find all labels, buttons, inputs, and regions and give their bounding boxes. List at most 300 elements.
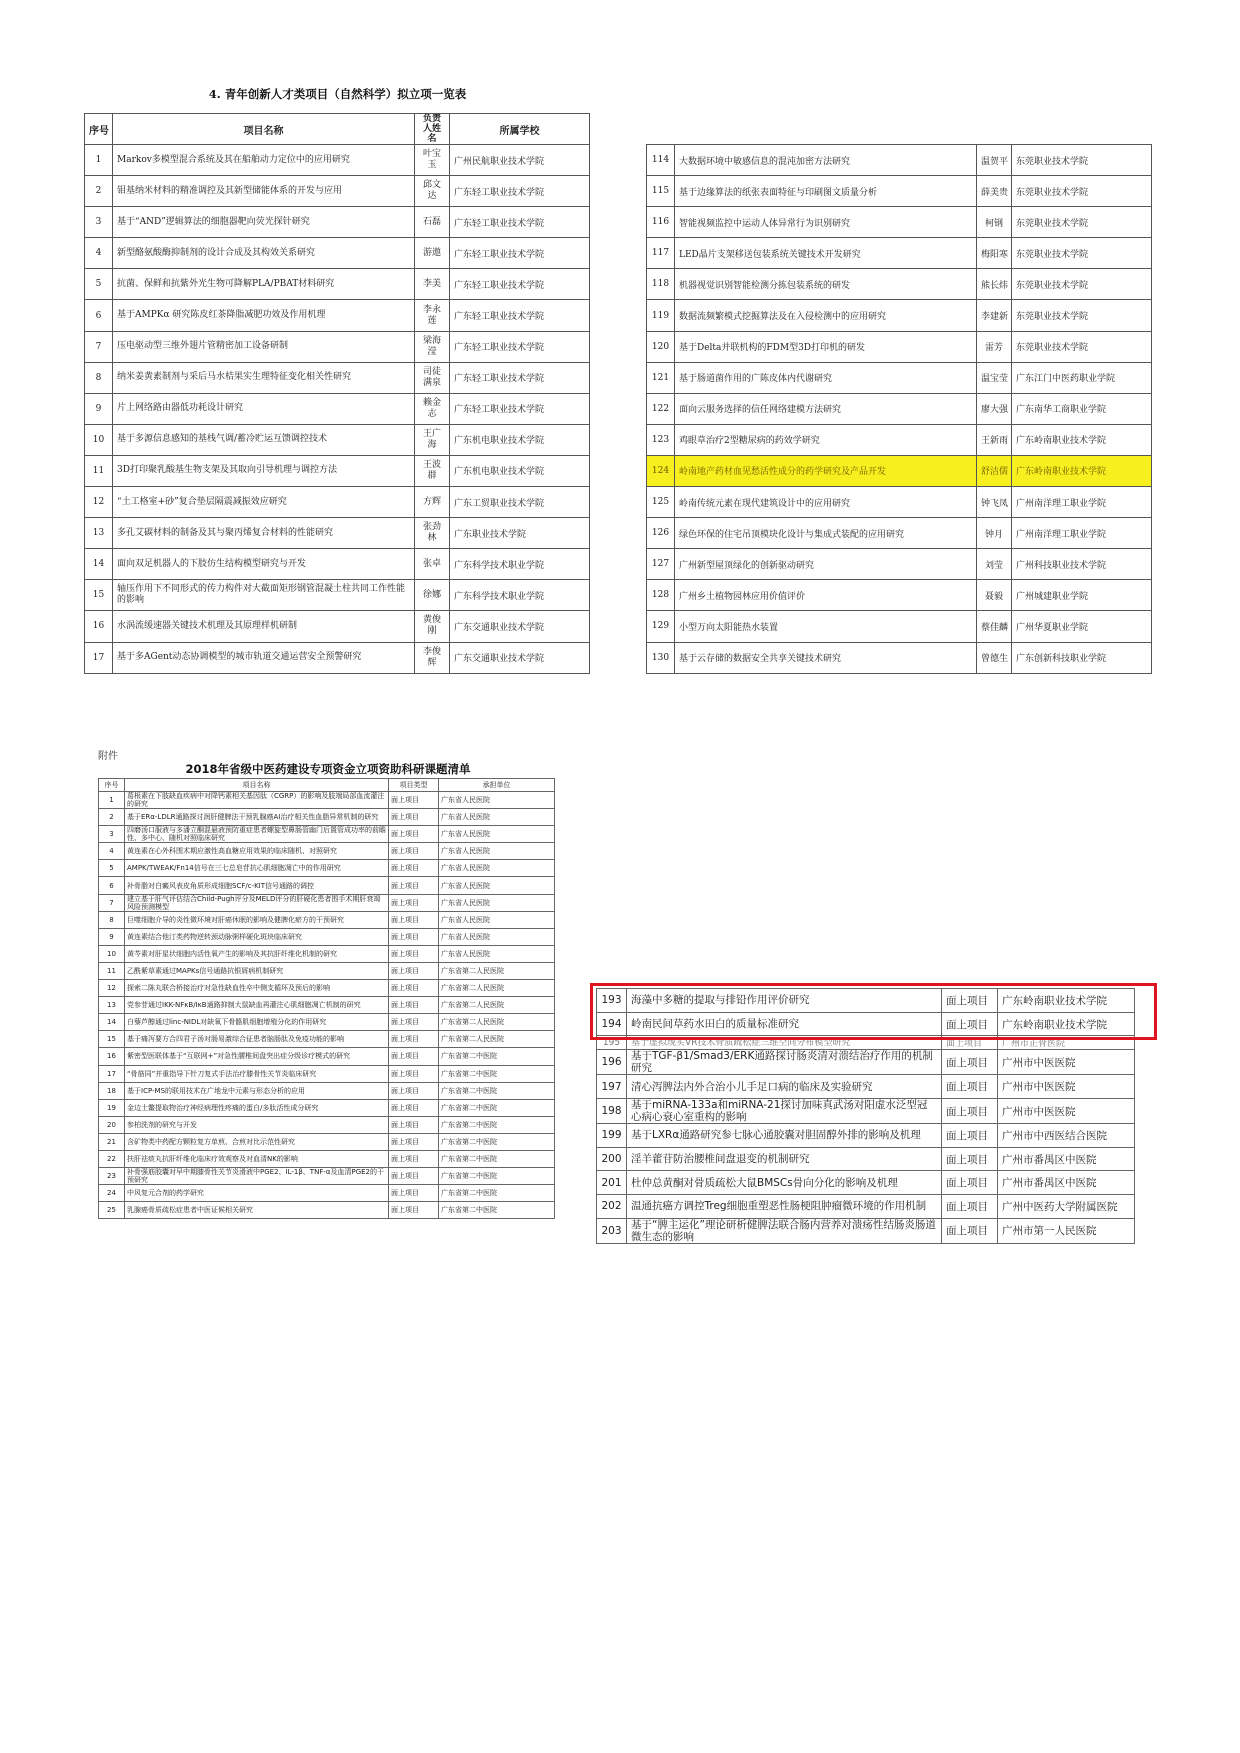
table-row	[99, 877, 555, 894]
cell-project-name: Markov多模型混合系统及其在船舶动力定位中的应用研究	[113, 145, 415, 176]
cell-school: 广东轻工职业技术学院	[450, 238, 590, 269]
cell-project-name: 基于边缘算法的纸张表面特征与印刷图文质量分析	[675, 176, 977, 207]
cell-index: 193	[597, 989, 627, 1013]
cell-project-name: 鸡眼草治疗2型糖尿病的药效学研究	[675, 424, 977, 455]
table-row	[85, 145, 590, 176]
cell-project-name: 基于虚拟现实VR技术骨质疏松症三维空间分布模型研究	[627, 1036, 942, 1050]
cell-leader: 邱文达	[415, 176, 450, 207]
cell-project-name: AMPK/TWEAK/Fn14信号在三七总皂苷抗心肌细胞凋亡中的作用研究	[125, 860, 389, 877]
cell-school: 东莞职业技术学院	[1012, 176, 1152, 207]
table-row	[99, 911, 555, 928]
cell-project-name: 基于miRNA-133a和miRNA-21探讨加味真武汤对阳虚水泛型冠心病心衰心室重构的影响	[627, 1099, 942, 1124]
table-row	[99, 980, 555, 997]
col-header-project: 项目名称	[113, 114, 415, 145]
cell-project-type: 面上项目	[389, 1168, 439, 1185]
cell-index: 5	[85, 269, 113, 300]
table-row	[99, 1082, 555, 1099]
cell-leader: 石磊	[415, 207, 450, 238]
table-row	[597, 1171, 1135, 1195]
table-row	[99, 792, 555, 809]
table-row	[99, 1168, 555, 1185]
cell-project-name: 淫羊藿苷防治腰椎间盘退变的机制研究	[627, 1147, 942, 1171]
cell-index: 123	[647, 424, 675, 455]
cell-project-type: 面上项目	[389, 826, 439, 843]
cell-project-type: 面上项目	[942, 1012, 998, 1036]
table-row	[85, 642, 590, 673]
cell-index: 125	[647, 487, 675, 518]
table2018-title: 2018年省级中医药建设专项资金立项资助科研课题清单	[185, 762, 471, 776]
cell-index: 17	[99, 1065, 125, 1082]
table-row	[597, 1195, 1135, 1219]
col-header-leader: 负责人姓名	[415, 114, 450, 145]
cell-leader: 钟月	[977, 518, 1012, 549]
table-row	[99, 860, 555, 877]
cell-project-name: 基于“脾主运化”理论研析健脾法联合肠内营养对溃疡性结肠炎肠道微生态的影响	[627, 1218, 942, 1243]
cell-project-type: 面上项目	[389, 860, 439, 877]
cell-leader: 王波群	[415, 455, 450, 486]
table4-continued	[646, 144, 1152, 674]
cell-project-name: 杜仲总黄酮对骨质疏松大鼠BMSCs骨向分化的影响及机理	[627, 1171, 942, 1195]
cell-index: 4	[99, 843, 125, 860]
cell-unit: 广东省第二中医院	[439, 1202, 555, 1219]
cell-project-name: 四磨汤口服液与多潘立酮混悬液预防重症患者螺旋型鼻肠管幽门后置管成功率的前瞻性、多中心、随机对照临床研究	[125, 826, 389, 843]
cell-unit: 广东省第二中医院	[439, 1168, 555, 1185]
cell-school: 东莞职业技术学院	[1012, 238, 1152, 269]
cell-project-type: 面上项目	[389, 1133, 439, 1150]
cell-leader: 薛美贵	[977, 176, 1012, 207]
cell-leader: 徐娜	[415, 580, 450, 611]
cell-project-type: 面上项目	[942, 1195, 998, 1219]
table-row	[85, 300, 590, 331]
cell-index: 15	[85, 580, 113, 611]
cell-index: 13	[99, 997, 125, 1014]
cell-project-name: 含矿物类中药配方颗粒复方单煎、合煎对比示范性研究	[125, 1133, 389, 1150]
cell-project-name: 片上网络路由器低功耗设计研究	[113, 393, 415, 424]
cell-project-type: 面上项目	[389, 1099, 439, 1116]
table-row	[597, 1099, 1135, 1124]
cell-unit: 广东省第二中医院	[439, 1133, 555, 1150]
table-row	[85, 331, 590, 362]
table-row	[99, 962, 555, 979]
cell-project-name: 黄连素在心外科围术期应激性高血糖应用效果的临床随机、对照研究	[125, 843, 389, 860]
cell-unit: 广东省第二中医院	[439, 1048, 555, 1065]
cell-unit: 广东省第二中医院	[439, 1099, 555, 1116]
cell-leader: 张卓	[415, 549, 450, 580]
cell-index: 14	[85, 549, 113, 580]
cell-index: 3	[85, 207, 113, 238]
cell-index: 4	[85, 238, 113, 269]
cell-school: 广东科学技术职业学院	[450, 549, 590, 580]
table4-header-row	[85, 114, 590, 145]
cell-project-name: 压电驱动型三维外翅片管精密加工设备研制	[113, 331, 415, 362]
table-row	[647, 362, 1152, 393]
cell-school: 广东交通职业技术学院	[450, 611, 590, 642]
cell-leader: 王广海	[415, 424, 450, 455]
cell-project-name: 温通抗癌方调控Treg细胞重塑恶性肠梗阻肿瘤微环境的作用机制	[627, 1195, 942, 1219]
cell-unit: 广东省人民医院	[439, 860, 555, 877]
cell-school: 广州华夏职业学院	[1012, 611, 1152, 642]
cell-school: 广东岭南职业技术学院	[1012, 455, 1152, 486]
cell-unit: 广州市番禺区中医院	[998, 1171, 1135, 1195]
cell-school: 广东轻工职业技术学院	[450, 269, 590, 300]
col-header-school: 所属学校	[450, 114, 590, 145]
table-row	[85, 176, 590, 207]
cell-project-name: 参柏洗剂的研究与开发	[125, 1116, 389, 1133]
cell-index: 124	[647, 455, 675, 486]
cell-project-name: “骨筋同”并重指导下针刀复式手法治疗膝骨性关节炎临床研究	[125, 1065, 389, 1082]
cell-school: 广东轻工职业技术学院	[450, 362, 590, 393]
cell-unit: 广东省第二中医院	[439, 1082, 555, 1099]
cell-index: 7	[99, 894, 125, 911]
cell-project-name: 基于肠道菌作用的广陈皮体内代谢研究	[675, 362, 977, 393]
cell-index: 9	[85, 393, 113, 424]
cell-project-type: 面上项目	[389, 962, 439, 979]
table-row	[85, 611, 590, 642]
cell-index: 10	[85, 424, 113, 455]
table-row	[647, 455, 1152, 486]
cell-project-name: 基于AMPKα 研究陈皮红茶降脂减肥功效及作用机理	[113, 300, 415, 331]
cell-unit: 广州市中医医院	[998, 1075, 1135, 1099]
cell-unit: 广东省人民医院	[439, 809, 555, 826]
cell-project-name: 黄连素结合他汀类药物逆转颈动脉粥样硬化斑块临床研究	[125, 928, 389, 945]
cell-project-name: 基于LXRα通路研究参七脉心通胶囊对胆固醇外排的影响及机理	[627, 1124, 942, 1148]
cell-project-name: 乳腺癌骨质疏松症患者中医证候相关研究	[125, 1202, 389, 1219]
cell-project-name: 广州新型屋顶绿化的创新驱动研究	[675, 549, 977, 580]
cell-unit: 广州市中西医结合医院	[998, 1124, 1135, 1148]
cell-index: 116	[647, 207, 675, 238]
table-row	[647, 238, 1152, 269]
cell-index: 122	[647, 393, 675, 424]
table-row	[647, 424, 1152, 455]
cell-leader: 梅阳寒	[977, 238, 1012, 269]
col-header-project: 项目名称	[125, 779, 389, 792]
cell-project-name: 海藻中多糖的提取与排铅作用评价研究	[627, 989, 942, 1013]
table-row	[647, 393, 1152, 424]
cell-school: 广东科学技术职业学院	[450, 580, 590, 611]
table-row	[597, 1124, 1135, 1148]
cell-project-type: 面上项目	[389, 1185, 439, 1202]
cell-project-name: 轴压作用下不同形式的传力构件对大截面矩形钢管混凝土柱共同工作性能的影响	[113, 580, 415, 611]
cell-index: 22	[99, 1150, 125, 1167]
table-row	[85, 269, 590, 300]
cell-leader: 王新雨	[977, 424, 1012, 455]
table-row	[99, 843, 555, 860]
cell-project-name: 多孔艾碳材料的制备及其与聚丙烯复合材料的性能研究	[113, 518, 415, 549]
cell-index: 121	[647, 362, 675, 393]
cell-school: 广州民航职业技术学院	[450, 145, 590, 176]
cell-project-type: 面上项目	[389, 1116, 439, 1133]
cell-unit: 广州市中医医院	[998, 1050, 1135, 1075]
cell-index: 115	[647, 176, 675, 207]
cell-project-type: 面上项目	[389, 792, 439, 809]
table-row	[647, 518, 1152, 549]
cell-index: 129	[647, 611, 675, 642]
cell-leader: 游遨	[415, 238, 450, 269]
cell-index: 10	[99, 945, 125, 962]
cell-unit: 广东省人民医院	[439, 911, 555, 928]
cell-index: 198	[597, 1099, 627, 1124]
cell-project-name: 巨噬细胞介导的炎性微环境对肝癌休眠的影响及健脾化瘀方的干预研究	[125, 911, 389, 928]
cell-project-name: 基于云存储的数据安全共享关键技术研究	[675, 642, 977, 673]
table-row	[647, 300, 1152, 331]
table-row	[85, 487, 590, 518]
cell-school: 广东轻工职业技术学院	[450, 300, 590, 331]
cell-index: 14	[99, 1014, 125, 1031]
cell-index: 197	[597, 1075, 627, 1099]
cell-leader: 黄俊刚	[415, 611, 450, 642]
cell-school: 广东工贸职业技术学院	[450, 487, 590, 518]
cell-project-name: 基于TGF-β1/Smad3/ERK通路探讨肠炎清对溃结治疗作用的机制研究	[627, 1050, 942, 1075]
cell-school: 广州城建职业学院	[1012, 580, 1152, 611]
cell-unit: 广州中医药大学附属医院	[998, 1195, 1135, 1219]
cell-project-name: 新型酪氨酸酶抑制剂的设计合成及其构效关系研究	[113, 238, 415, 269]
cell-project-type: 面上项目	[389, 1082, 439, 1099]
table-row	[647, 145, 1152, 176]
cell-leader: 李建新	[977, 300, 1012, 331]
cell-index: 11	[99, 962, 125, 979]
cell-project-type: 面上项目	[942, 1036, 998, 1050]
cell-project-type: 面上项目	[389, 894, 439, 911]
cell-unit: 广州市第一人民医院	[998, 1218, 1135, 1243]
cell-school: 东莞职业技术学院	[1012, 269, 1152, 300]
cell-project-type: 面上项目	[389, 1150, 439, 1167]
cell-school: 广东南华工商职业学院	[1012, 393, 1152, 424]
cell-index: 196	[597, 1050, 627, 1075]
cell-school: 广州科技职业技术学院	[1012, 549, 1152, 580]
cell-project-name: 基于Delta并联机构的FDM型3D打印机的研发	[675, 331, 977, 362]
cell-project-name: 黄芩素对肝星状细胞内活性氧产生的影响及其抗肝纤维化机制的研究	[125, 945, 389, 962]
cell-leader: 蔡佳麟	[977, 611, 1012, 642]
cell-school: 广东轻工职业技术学院	[450, 393, 590, 424]
cell-index: 119	[647, 300, 675, 331]
cell-project-name: 抗菌、保鲜和抗紫外光生物可降解PLA/PBAT材料研究	[113, 269, 415, 300]
table-row	[99, 809, 555, 826]
cell-project-name: 白藜芦醇通过linc-NIDL对缺氧下骨骼肌细胞增殖分化的作用研究	[125, 1014, 389, 1031]
cell-project-name: 水涡流缓速器关键技术机理及其原理样机研制	[113, 611, 415, 642]
cell-project-name: 基于“AND”逻辑算法的细胞器靶向荧光探针研究	[113, 207, 415, 238]
cell-project-name: 绿色环保的住宅吊顶模块化设计与集成式装配的应用研究	[675, 518, 977, 549]
table-row	[99, 1099, 555, 1116]
table-row	[99, 826, 555, 843]
cell-index: 117	[647, 238, 675, 269]
table-row	[99, 1185, 555, 1202]
cell-project-name: LED晶片支架移送包装系统关键技术开发研究	[675, 238, 977, 269]
cell-unit: 广东省第二人民医院	[439, 1014, 555, 1031]
table-row	[99, 1048, 555, 1065]
cell-index: 12	[85, 487, 113, 518]
cell-project-name: 基于ERα-LDLR通路探讨润肝健脾法干预乳腺癌AI治疗相关性血脂异常机制的研究	[125, 809, 389, 826]
cell-index: 23	[99, 1168, 125, 1185]
cell-index: 130	[647, 642, 675, 673]
table-row	[85, 518, 590, 549]
cell-index: 120	[647, 331, 675, 362]
cell-index: 2	[85, 176, 113, 207]
cell-project-name: 纳米姜黄素制剂与采后马水桔果实生理特征变化相关性研究	[113, 362, 415, 393]
cell-index: 1	[85, 145, 113, 176]
table-row	[99, 945, 555, 962]
cell-school: 东莞职业技术学院	[1012, 300, 1152, 331]
cell-unit: 广东省人民医院	[439, 945, 555, 962]
table-row	[647, 331, 1152, 362]
table4	[84, 113, 590, 674]
table-row	[99, 1031, 555, 1048]
cell-project-name: 岭南传统元素在现代建筑设计中的应用研究	[675, 487, 977, 518]
cell-school: 广东机电职业技术学院	[450, 455, 590, 486]
cell-project-name: 钼基纳米材料的精准调控及其新型储能体系的开发与应用	[113, 176, 415, 207]
cell-index: 8	[99, 911, 125, 928]
table-row	[85, 549, 590, 580]
table-row	[85, 455, 590, 486]
cell-index: 15	[99, 1031, 125, 1048]
cell-school: 广州南洋理工职业学院	[1012, 518, 1152, 549]
cell-project-name: 基于痛泻要方合四君子汤对肠易激综合征患者脑肠肽及免疫功能的影响	[125, 1031, 389, 1048]
cell-leader: 刘莹	[977, 549, 1012, 580]
table-row	[99, 1014, 555, 1031]
cell-index: 203	[597, 1218, 627, 1243]
cell-school: 广东职业技术学院	[450, 518, 590, 549]
table-row	[647, 176, 1152, 207]
cell-project-type: 面上项目	[389, 911, 439, 928]
cell-school: 广东岭南职业技术学院	[1012, 424, 1152, 455]
cell-leader: 雷芳	[977, 331, 1012, 362]
cell-project-name: 智能视频监控中运动人体异常行为识别研究	[675, 207, 977, 238]
cell-index: 8	[85, 362, 113, 393]
cell-project-type: 面上项目	[942, 1099, 998, 1124]
cell-leader: 张劲林	[415, 518, 450, 549]
cell-unit: 广州市中医医院	[998, 1099, 1135, 1124]
cell-school: 广州南洋理工职业学院	[1012, 487, 1152, 518]
cell-project-type: 面上项目	[942, 1050, 998, 1075]
cell-project-type: 面上项目	[942, 1171, 998, 1195]
cell-project-name: 小型万向太阳能热水装置	[675, 611, 977, 642]
table-row	[597, 1075, 1135, 1099]
highlight-annotation-box	[590, 983, 1157, 1040]
cell-index: 200	[597, 1147, 627, 1171]
cell-project-name: 建立基于肝气评估结合Child-Pugh评分及MELD评分的肝硬化患者围手术期肝衰竭风险预测模型	[125, 894, 389, 911]
cell-index: 13	[85, 518, 113, 549]
cell-leader: 李永莲	[415, 300, 450, 331]
cell-unit: 广东省人民医院	[439, 792, 555, 809]
col-header-type: 项目类型	[389, 779, 439, 792]
cell-project-name: 岭南地产药材血见愁活性成分的药学研究及产品开发	[675, 455, 977, 486]
cell-unit: 广东省人民医院	[439, 826, 555, 843]
cell-index: 201	[597, 1171, 627, 1195]
table-row	[85, 580, 590, 611]
cell-index: 128	[647, 580, 675, 611]
cell-project-name: 基于多AGent动态协调模型的城市轨道交通运营安全预警研究	[113, 642, 415, 673]
table-row	[99, 1202, 555, 1219]
cell-unit: 广东省第二人民医院	[439, 1031, 555, 1048]
cell-leader: 赖金志	[415, 393, 450, 424]
cell-project-type: 面上项目	[389, 877, 439, 894]
cell-index: 2	[99, 809, 125, 826]
cell-index: 1	[99, 792, 125, 809]
cell-school: 东莞职业技术学院	[1012, 331, 1152, 362]
cell-index: 20	[99, 1116, 125, 1133]
cell-project-type: 面上项目	[389, 928, 439, 945]
cell-index: 127	[647, 549, 675, 580]
table-row	[597, 1050, 1135, 1075]
cell-project-name: 党参苷通过IKK-NFκB/IκB通路抑制大鼠缺血再灌注心肌细胞凋亡机制的研究	[125, 997, 389, 1014]
table-row	[647, 269, 1152, 300]
cell-unit: 广东省人民医院	[439, 843, 555, 860]
table-row	[647, 207, 1152, 238]
cell-index: 6	[85, 300, 113, 331]
cell-project-name: 机器视觉识别智能检测分拣包装系统的研发	[675, 269, 977, 300]
cell-project-type: 面上项目	[389, 980, 439, 997]
cell-index: 9	[99, 928, 125, 945]
cell-project-name: 面向云服务选择的信任网络建模方法研究	[675, 393, 977, 424]
table2018	[98, 778, 555, 1219]
cell-project-type: 面上项目	[389, 1048, 439, 1065]
cell-project-type: 面上项目	[389, 1031, 439, 1048]
cell-leader: 司徒满泉	[415, 362, 450, 393]
cell-leader: 方辉	[415, 487, 450, 518]
cell-unit: 广东省第二中医院	[439, 1150, 555, 1167]
table-row	[99, 1065, 555, 1082]
col-header-unit: 承担单位	[439, 779, 555, 792]
table-row	[99, 894, 555, 911]
cell-index: 24	[99, 1185, 125, 1202]
cell-project-type: 面上项目	[389, 843, 439, 860]
cell-project-name: 扶肝祛痰丸抗肝纤维化临床疗效观察及对血清NK的影响	[125, 1150, 389, 1167]
cell-index: 126	[647, 518, 675, 549]
table-row	[85, 362, 590, 393]
cell-index: 16	[85, 611, 113, 642]
cell-project-type: 面上项目	[942, 1218, 998, 1243]
cell-project-name: 中风复元合剂的药学研究	[125, 1185, 389, 1202]
cell-school: 广东交通职业技术学院	[450, 642, 590, 673]
col-header-index: 序号	[99, 779, 125, 792]
cell-index: 202	[597, 1195, 627, 1219]
cell-unit: 广东省第二中医院	[439, 1185, 555, 1202]
cell-index: 7	[85, 331, 113, 362]
table-row	[647, 487, 1152, 518]
cell-index: 21	[99, 1133, 125, 1150]
cell-unit: 广东省人民医院	[439, 928, 555, 945]
cell-project-name: “土工格室+砂”复合垫层隔震减振效应研究	[113, 487, 415, 518]
cell-project-name: 基于多源信息感知的基栈气调/蓄冷贮运互馈调控技术	[113, 424, 415, 455]
cell-index: 18	[99, 1082, 125, 1099]
cell-unit: 广东省第二中医院	[439, 1116, 555, 1133]
cell-unit: 广东省第二人民医院	[439, 962, 555, 979]
cell-index: 195	[597, 1036, 627, 1050]
cell-unit: 广州市正骨医院	[998, 1036, 1135, 1050]
cell-index: 16	[99, 1048, 125, 1065]
cell-index: 19	[99, 1099, 125, 1116]
cell-unit: 广东省人民医院	[439, 877, 555, 894]
cell-leader: 曾德生	[977, 642, 1012, 673]
table-row	[85, 238, 590, 269]
table-row	[647, 549, 1152, 580]
cell-project-name: 补骨强筋胶囊对早中期膝骨性关节炎滑液中PGE2、IL-1β、TNF-α及血清PGE2的干预研究	[125, 1168, 389, 1185]
col-header-index: 序号	[85, 114, 113, 145]
cell-project-type: 面上项目	[389, 1014, 439, 1031]
table-row	[85, 207, 590, 238]
cell-unit: 广东省第二人民医院	[439, 980, 555, 997]
cell-project-name: 补骨脂对白癜风表皮角质形成细胞SCF/c-KIT信号通路的调控	[125, 877, 389, 894]
cell-project-name: 乙酰紫草素通过MAPKs信号通路抗银屑病机制研究	[125, 962, 389, 979]
table-row	[647, 580, 1152, 611]
cell-leader: 梁海滢	[415, 331, 450, 362]
cell-project-type: 面上项目	[389, 1202, 439, 1219]
cell-project-type: 面上项目	[389, 945, 439, 962]
table-row	[99, 1116, 555, 1133]
cell-leader: 廖大强	[977, 393, 1012, 424]
cell-index: 194	[597, 1012, 627, 1036]
cell-school: 广东机电职业技术学院	[450, 424, 590, 455]
cell-school: 广东轻工职业技术学院	[450, 207, 590, 238]
